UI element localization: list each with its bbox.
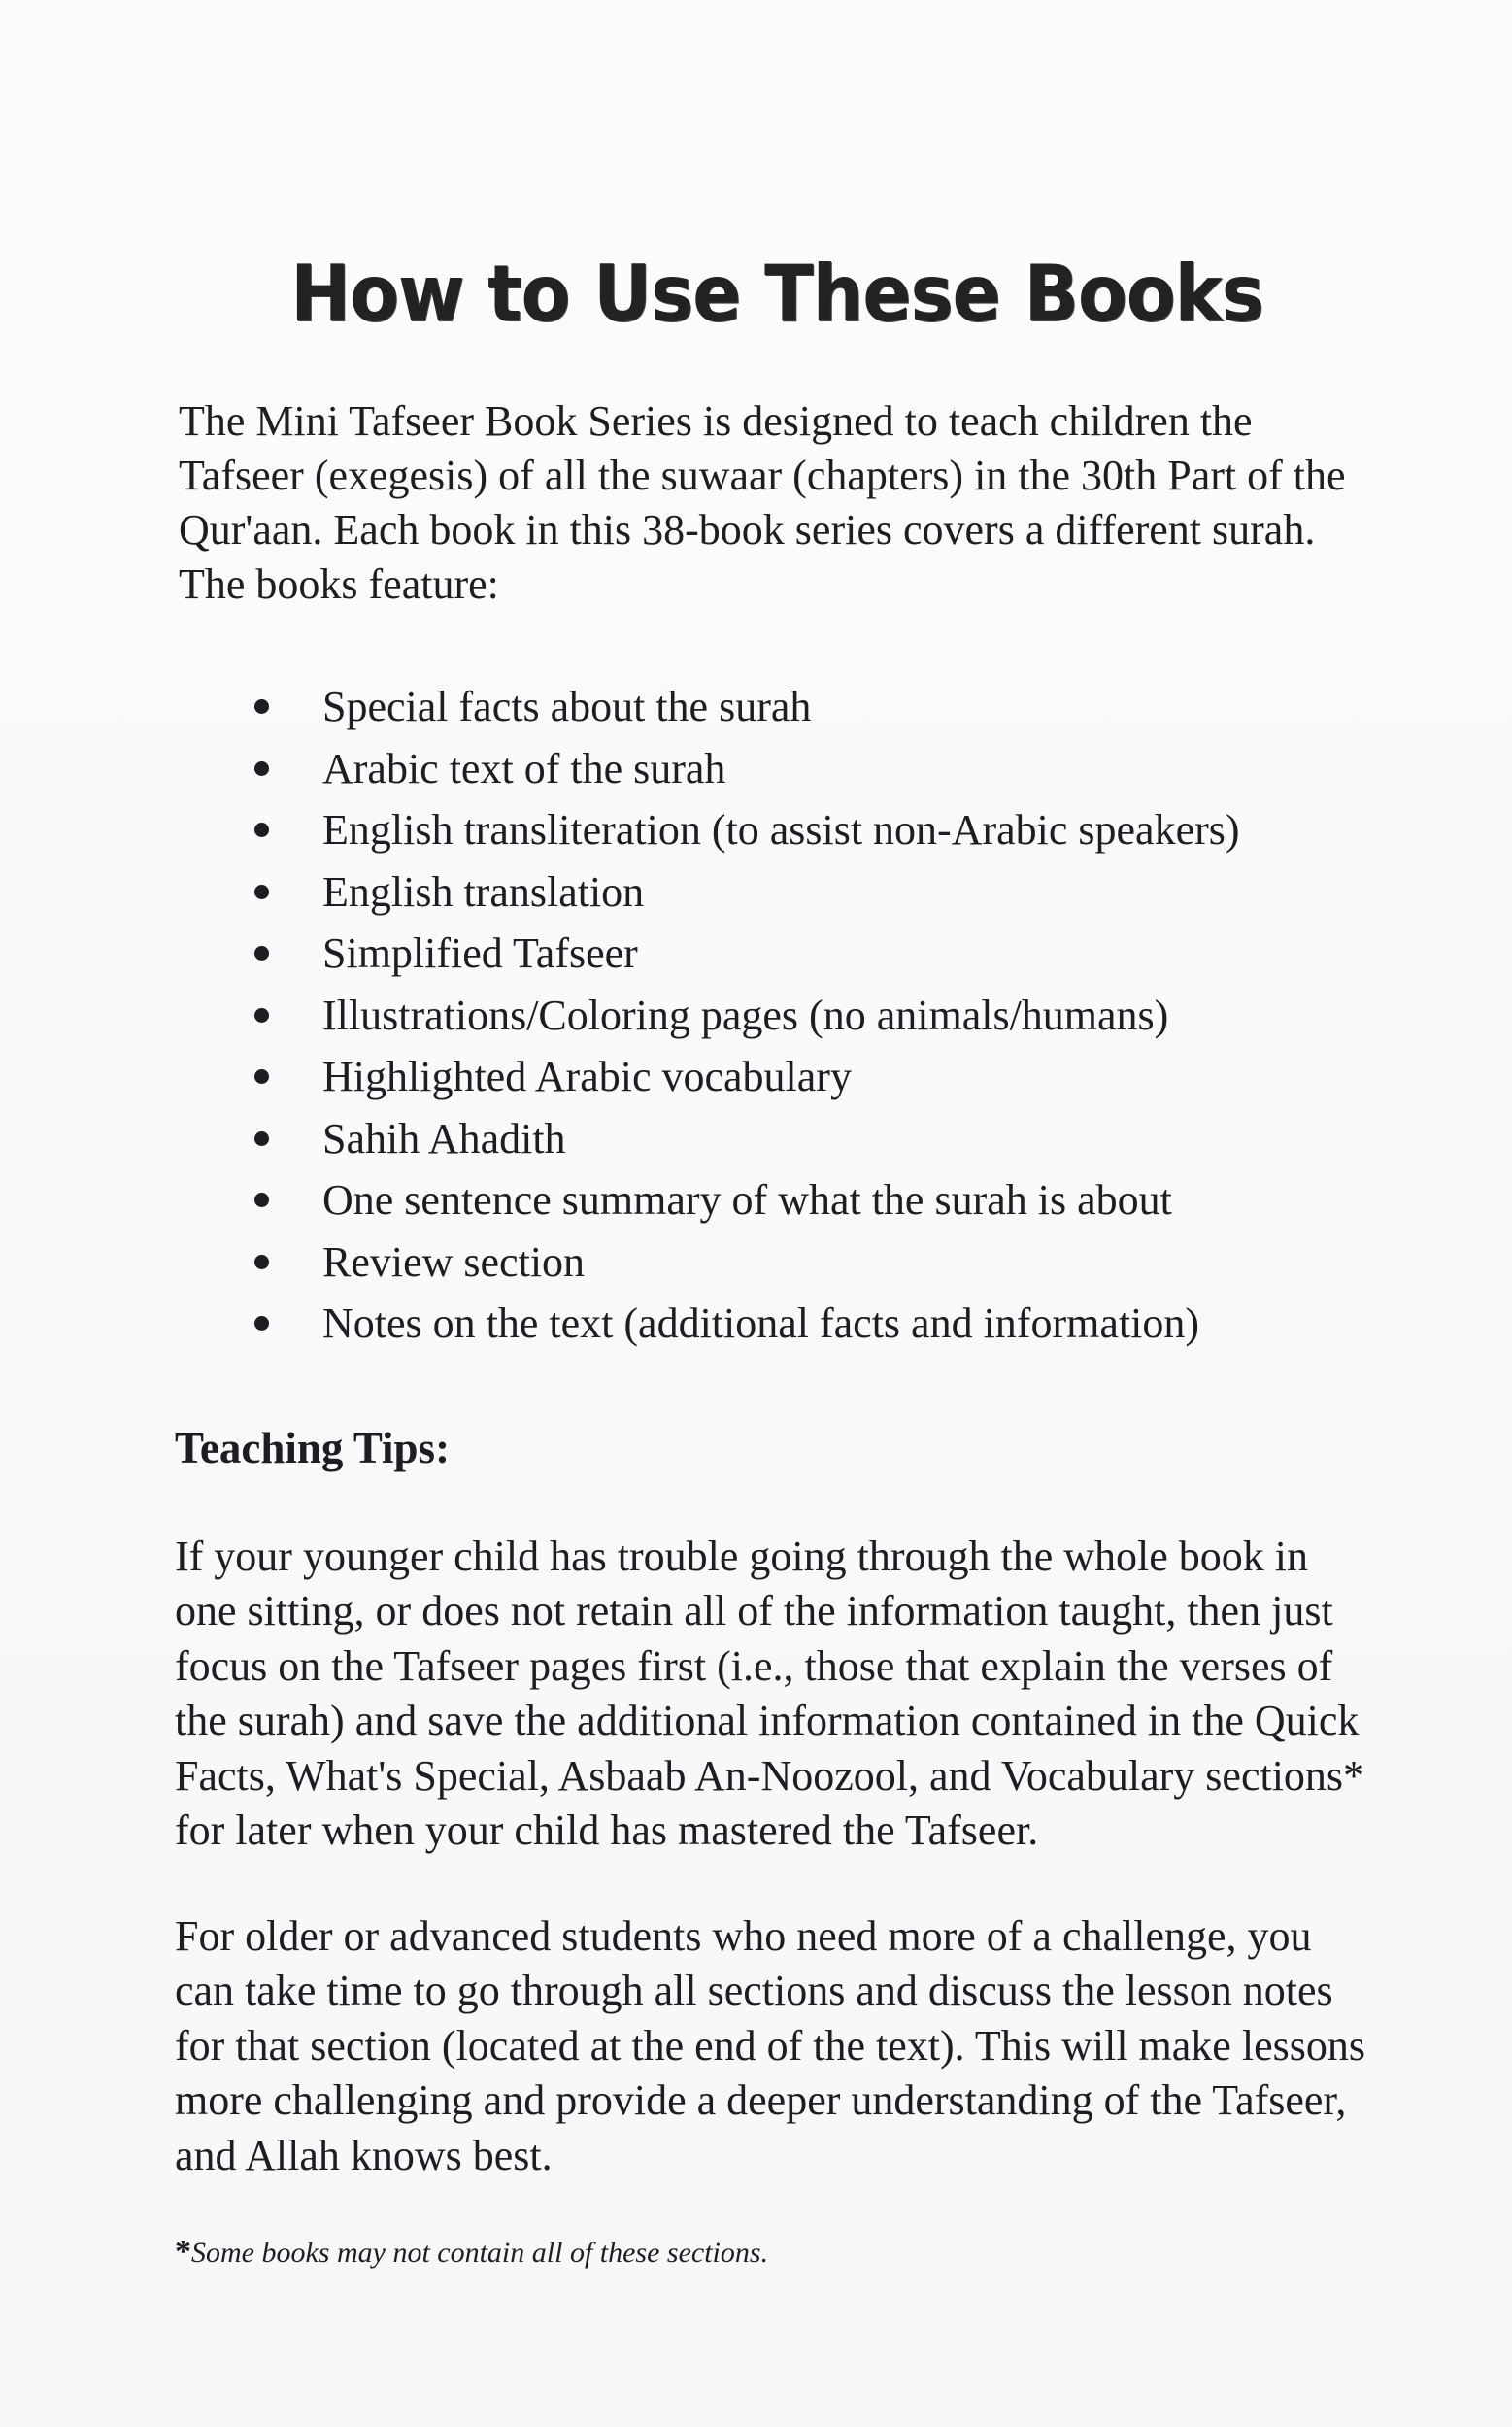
feature-item — [175, 799, 1379, 861]
feature-list — [175, 676, 1379, 1355]
feature-label: Review section — [322, 1237, 586, 1286]
bullet-icon — [254, 761, 269, 776]
feature-label: English transliteration (to assist non-Arabic speakers) — [322, 806, 1240, 854]
bullet-icon — [254, 1131, 269, 1146]
bullet-icon — [254, 885, 269, 899]
footnote-marker: * — [175, 2234, 191, 2270]
bullet-icon — [254, 1008, 269, 1023]
bullet-icon — [254, 823, 269, 837]
feature-label: Arabic text of the surah — [322, 744, 726, 792]
feature-label: English translation — [322, 867, 645, 916]
feature-item — [175, 985, 1379, 1047]
bullet-icon — [254, 1193, 269, 1207]
feature-item — [175, 1231, 1379, 1294]
feature-label: Simplified Tafseer — [322, 929, 638, 977]
feature-label: Notes on the text (additional facts and information) — [322, 1299, 1199, 1347]
feature-item — [175, 1046, 1379, 1108]
teaching-tips-heading: Teaching Tips: — [175, 1423, 451, 1472]
bullet-icon — [254, 1069, 269, 1084]
feature-label: Highlighted Arabic vocabulary — [322, 1053, 852, 1100]
teaching-tips-paragraph-2: For older or advanced students who need more of a challenge, you can take time to go through all sections and discuss the lesson notes for that section (located at the end of the text). This will make lessons more challenging and provide a deeper understanding of the Tafseer, and Allah knows best. — [175, 1911, 1365, 2179]
feature-item — [175, 738, 1379, 800]
feature-item — [175, 861, 1379, 924]
bullet-icon — [254, 946, 269, 961]
feature-item — [175, 1293, 1379, 1355]
intro-paragraph: The Mini Tafseer Book Series is designed to teach children the Tafseer (exegesis) of all the suwaar (chapters) in the 30th Part of the Qur'aan. Each book in this 38-book series covers a different surah. The books feature: — [179, 397, 1346, 608]
feature-item — [175, 676, 1379, 738]
feature-label: Sahih Ahadith — [322, 1114, 566, 1163]
feature-label: Illustrations/Coloring pages (no animals/humans) — [322, 991, 1169, 1039]
footnote-text: Some books may not contain all of these sections. — [191, 2237, 769, 2269]
page-title: How to Use These Books — [290, 249, 1263, 340]
footnote — [175, 2234, 1379, 2271]
feature-item — [175, 1108, 1379, 1170]
teaching-tips-paragraph-1: If your younger child has trouble going through the whole book in one sitting, or does not retain all of the information taught, then just focus on the Tafseer pages first (i.e., those that explain the verses of the surah) and save the additional information contained in the Quick Facts, What's Special, Asbaab An-Noozool, and Vocabulary sections* for later when your child has mastered the Tafseer. — [175, 1532, 1365, 1854]
bullet-icon — [254, 699, 269, 714]
feature-label: Special facts about the surah — [322, 683, 812, 730]
bullet-icon — [254, 1255, 269, 1269]
page-content — [175, 249, 1379, 2271]
feature-label: One sentence summary of what the surah is about — [322, 1176, 1172, 1224]
feature-item — [175, 923, 1379, 985]
bullet-icon — [254, 1316, 269, 1331]
feature-item — [175, 1169, 1379, 1231]
